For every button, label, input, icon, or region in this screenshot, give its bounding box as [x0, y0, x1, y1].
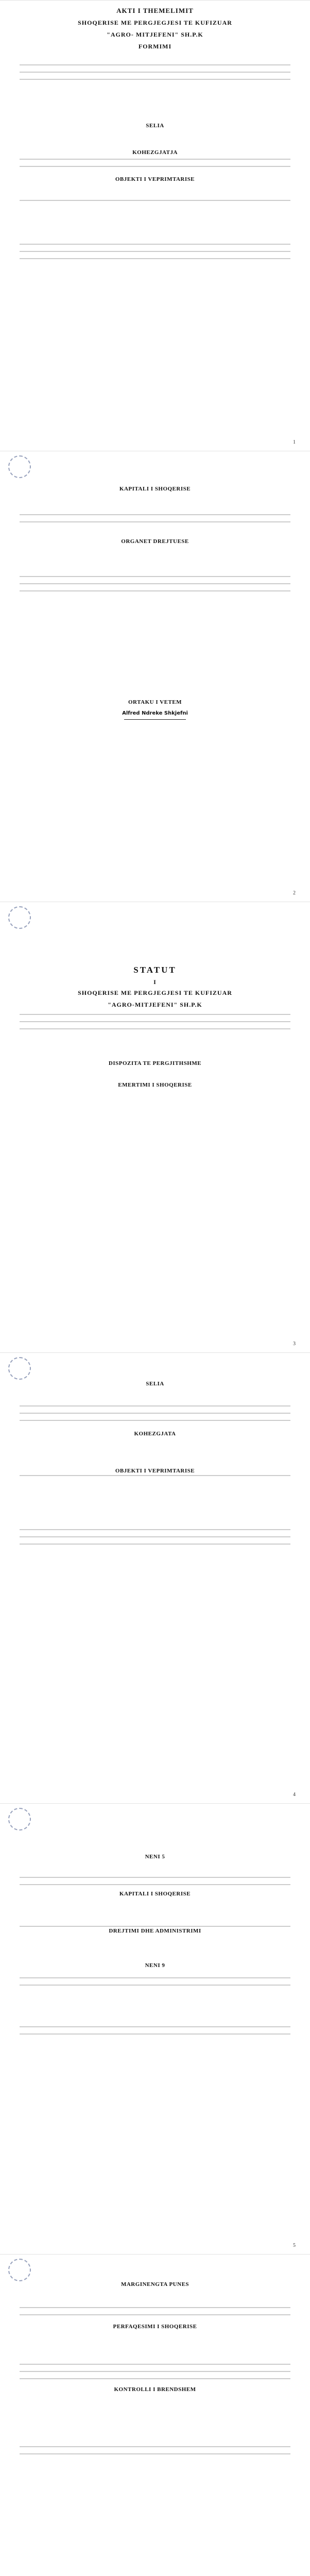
subtitle-2: SHOQERISE ME PERGJEGJESI TE KUFIZUAR: [78, 989, 232, 996]
page-content: [0, 457, 310, 720]
section-title: DREJTIMI DHE ADMINISTRIMI: [109, 1928, 201, 1934]
text-line: [20, 1536, 290, 1537]
section-title: SELIA: [146, 123, 164, 129]
text-line: [20, 2033, 290, 2035]
page-number: 4: [293, 1792, 296, 1798]
text-line: [20, 2453, 290, 2454]
subtitle-1: I: [153, 978, 157, 986]
text-line: [20, 1413, 290, 1414]
text-line: [20, 1884, 290, 1885]
page-number: 3: [293, 1341, 296, 1347]
section-title: KOHEZGJATJA: [132, 149, 178, 156]
section-title: ORTAKU I VETEM: [128, 699, 182, 705]
section-title: KAPITALI I SHOQERISE: [119, 486, 191, 492]
text-line: [20, 514, 290, 515]
text-line: [20, 2026, 290, 2027]
text-line: [20, 1877, 290, 1878]
section-title: KOHEZGJATA: [134, 1431, 176, 1437]
text-line: [20, 166, 290, 167]
section-title: DISPOZITA TE PERGJITHSHME: [108, 1060, 202, 1066]
text-line: [20, 1405, 290, 1406]
signature-name: Alfred Ndreke Shkjefni: [122, 710, 188, 716]
section-title: OBJEKTI I VEPRIMTARISE: [115, 1468, 195, 1474]
text-line: [20, 1021, 290, 1022]
document-page-6: [0, 2254, 310, 2576]
text-line: [20, 258, 290, 259]
section-title: SELIA: [146, 1381, 164, 1387]
text-line: [20, 590, 290, 591]
document-page-1: [0, 0, 310, 451]
page-number: 5: [293, 2243, 296, 2248]
text-line: [20, 2314, 290, 2315]
text-line: [20, 200, 290, 201]
section-title: NENI 5: [145, 1854, 165, 1860]
text-line: [20, 1544, 290, 1545]
section-title: PERFAQESIMI I SHOQERISE: [113, 2324, 197, 2330]
text-line: [20, 2371, 290, 2372]
text-line: [20, 2378, 290, 2379]
text-line: [20, 576, 290, 577]
section-title: OBJEKTI I VEPRIMTARISE: [115, 176, 195, 182]
page-content: [0, 1359, 310, 1478]
text-line: [20, 1985, 290, 1986]
document-page-4: [0, 1352, 310, 1804]
section-title: KONTROLLI I BRENDSHEM: [114, 2386, 196, 2393]
section-title: MARGINENGTA PUNES: [120, 2281, 190, 2287]
section-title: KAPITALI I SHOQERISE: [119, 1891, 191, 1897]
subtitle-2: "AGRO- MITJEFENI" SH.P.K: [107, 31, 203, 38]
text-line: [20, 2446, 290, 2447]
text-line: [20, 1977, 290, 1978]
page-number: 1: [293, 439, 296, 445]
page-title: AKTI I THEMELIMIT: [116, 7, 194, 14]
document-page-5: [0, 1803, 310, 2255]
signature-line: [124, 719, 186, 720]
page-content: [0, 7, 310, 187]
subtitle-3: FORMIMI: [138, 43, 172, 50]
text-line: [20, 1420, 290, 1421]
subtitle-1: SHOQERISE ME PERGJEGJESI TE KUFIZUAR: [78, 19, 232, 26]
document-page-2: [0, 451, 310, 902]
text-line: [20, 251, 290, 252]
text-line: [20, 244, 290, 245]
page-content: [0, 2261, 310, 2397]
text-line: [20, 159, 290, 160]
page-title: STATUT: [133, 965, 177, 975]
text-line: [20, 1014, 290, 1015]
text-line: [20, 64, 290, 65]
text-line: [20, 2364, 290, 2365]
document-page-3: [0, 902, 310, 1353]
text-line: [20, 583, 290, 584]
text-line: [20, 1475, 290, 1476]
text-line: [20, 79, 290, 80]
text-line: [20, 521, 290, 522]
text-line: [20, 2307, 290, 2308]
section-title: ORGANET DREJTUESE: [121, 538, 189, 545]
section-title: NENI 9: [145, 1962, 165, 1969]
page-content: [0, 1810, 310, 1973]
page-content: [0, 908, 310, 1092]
subtitle-3: "AGRO-MITJEFENI" SH.P.K: [108, 1001, 202, 1008]
page-number: 2: [293, 890, 296, 896]
text-line: [20, 1529, 290, 1530]
text-line: [20, 1926, 290, 1927]
section-title: EMERTIMI I SHOQERISE: [118, 1082, 192, 1088]
text-line: [20, 1028, 290, 1029]
text-line: [20, 72, 290, 73]
